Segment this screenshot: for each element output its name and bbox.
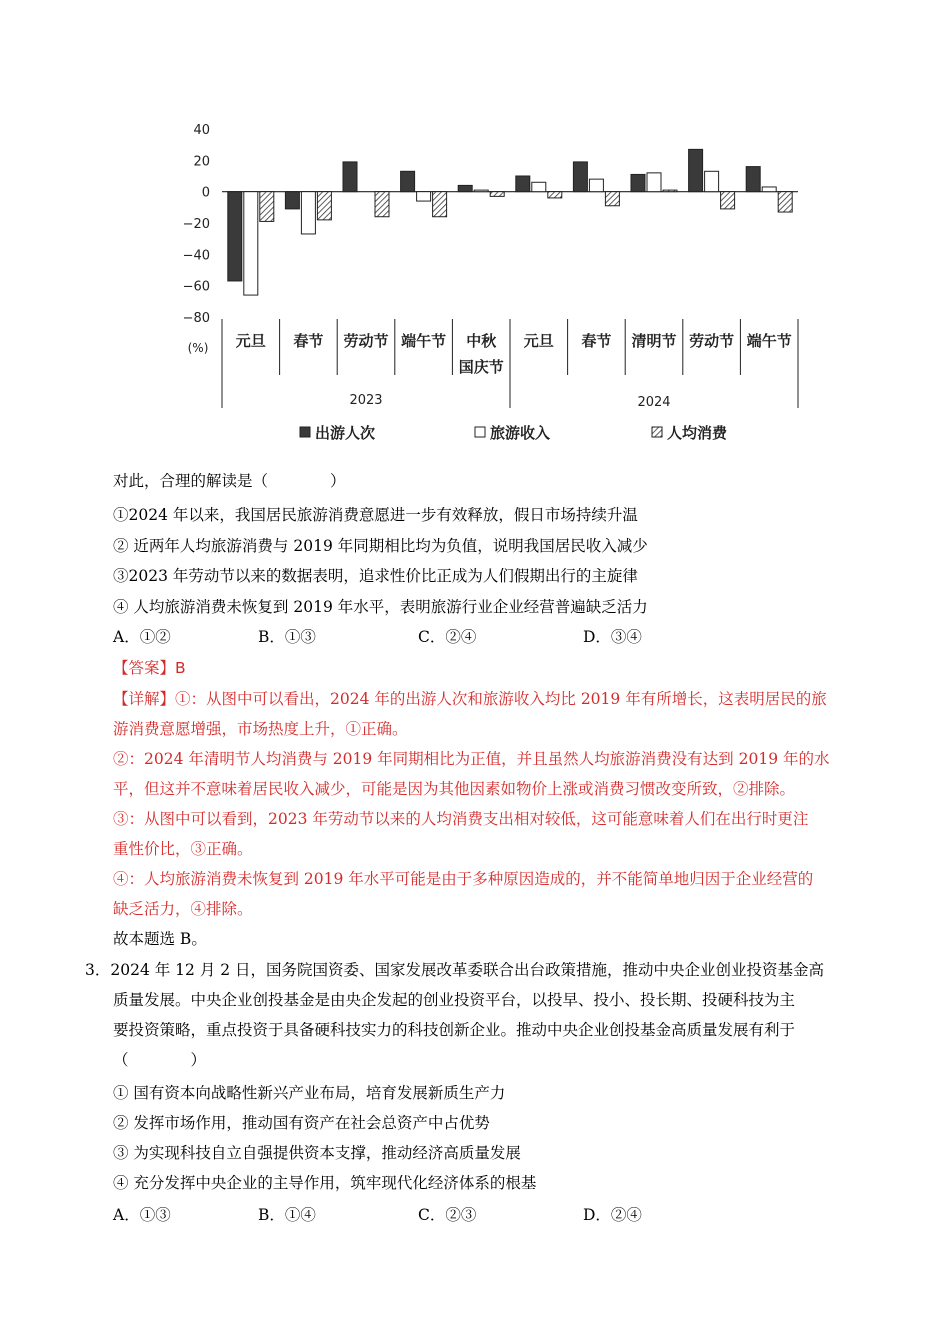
category-label: 端午节	[401, 332, 447, 350]
q2-choices	[113, 627, 813, 647]
group-label: 2024	[637, 395, 671, 410]
q2-explain-line-3: ②：2024 年清明节人均消费与 2019 年同期相比为正值，并且虽然人均旅游消费没有达到 2019 年的水	[113, 750, 830, 768]
category-label: 端午节	[746, 332, 792, 350]
q2-explain-line-5: ③：从图中可以看到，2023 年劳动节以来的人均消费支出相对较低，这可能意味着人们在出行时更注	[113, 810, 809, 828]
y-tick-label: −80	[182, 311, 210, 326]
q3-number: 3．	[85, 961, 111, 979]
category-label: 元旦	[523, 332, 554, 350]
group-label: 2023	[349, 393, 383, 408]
q3-stem-1: 2024 年 12 月 2 日，国务院国资委、国家发展改革委联合出台政策措施，推动中央企业创业投资基金高	[110, 961, 825, 979]
q2-explain-line-1	[113, 689, 827, 709]
q3-choices	[113, 1205, 813, 1225]
category-label: 元旦	[235, 332, 266, 350]
q3-option-2: ② 发挥市场作用，推动国有资产在社会总资产中占优势	[113, 1114, 490, 1132]
q3-choice-a: A．①③	[113, 1206, 171, 1224]
y-unit-label: (%)	[187, 341, 209, 355]
q2-answer	[113, 658, 186, 678]
category-label: 国庆节	[458, 358, 504, 376]
q3-choice-d: D．②④	[583, 1206, 642, 1224]
q2-option-4: ④ 人均旅游消费未恢复到 2019 年水平，表明旅游行业企业经营普遍缺乏活力	[113, 598, 648, 616]
y-tick-label: 20	[193, 154, 210, 170]
q3-choice-c: C．②③	[418, 1206, 477, 1224]
q2-explain-line-7: ④：人均旅游消费未恢复到 2019 年水平可能是由于多种原因造成的，并不能简单地归因于企业经营的	[113, 870, 814, 888]
category-label: 春节	[581, 332, 612, 350]
q2-choice-b: B．①③	[258, 628, 316, 646]
category-label: 清明节	[631, 332, 677, 350]
answer-tag: 【答案】	[113, 659, 176, 677]
q3-option-4: ④ 充分发挥中央企业的主导作用，筑牢现代化经济体系的根基	[113, 1174, 537, 1192]
q3-line-1	[85, 960, 824, 980]
q2-stem: 对此，合理的解读是（ ）	[113, 472, 346, 490]
q2-explain-line-4: 平，但这并不意味着居民收入减少，可能是因为其他因素如物价上涨或消费习惯改变所致，②排除。	[113, 780, 796, 798]
y-tick-label: 40	[193, 123, 210, 138]
y-tick-label: −40	[182, 248, 210, 264]
y-tick-label: −60	[182, 279, 210, 295]
y-tick-label: −20	[182, 217, 210, 232]
q2-explain-line-8: 缺乏活力，④排除。	[113, 900, 253, 918]
y-tick-label: 0	[201, 185, 210, 201]
q2-option-1: ①2024 年以来，我国居民旅游消费意愿进一步有效释放，假日市场持续升温	[113, 506, 638, 524]
explain-tag: 【详解】	[113, 690, 176, 708]
q2-explain-line-2: 游消费意愿增强，市场热度上升，①正确。	[113, 720, 408, 738]
category-label: 中秋	[466, 332, 497, 350]
q2-explain-line-6: 重性价比，③正确。	[113, 840, 253, 858]
legend-label: 出游人次	[315, 424, 376, 442]
q3-stem-2: 质量发展。中央企业创投基金是由央企发起的创业投资平台，以投早、投小、投长期、投硬科技为主	[113, 991, 796, 1009]
legend-label: 旅游收入	[490, 424, 551, 442]
q2-choice-d: D．③④	[583, 628, 642, 646]
q3-stem-4: （ ）	[113, 1051, 207, 1069]
q3-stem-3: 要投资策略，重点投资于具备硬科技实力的科技创新企业。推动中央企业创投基金高质量发展有利于	[113, 1021, 796, 1039]
q2-option-3: ③2023 年劳动节以来的数据表明，追求性价比正成为人们假期出行的主旋律	[113, 567, 638, 585]
q2-choice-c: C．②④	[418, 628, 477, 646]
q3-option-3: ③ 为实现科技自立自强提供资本支撑，推动经济高质量发展	[113, 1144, 521, 1162]
explain-text: ①：从图中可以看出，2024 年的出游人次和旅游收入均比 2019 年有所增长，这表明居民的旅	[175, 690, 827, 708]
category-label: 劳动节	[343, 332, 389, 350]
q2-conclusion: 故本题选 B。	[113, 930, 207, 948]
legend-label: 人均消费	[667, 424, 728, 442]
q3-choice-b: B．①④	[258, 1206, 316, 1224]
q3-option-1: ① 国有资本向战略性新兴产业布局，培育发展新质生产力	[113, 1084, 506, 1102]
category-label: 春节	[293, 332, 324, 350]
category-label: 劳动节	[689, 332, 735, 350]
q2-choice-a: A．①②	[113, 628, 171, 646]
answer-value: B	[175, 659, 186, 677]
q2-option-2: ② 近两年人均旅游消费与 2019 年同期相比均为负值，说明我国居民收入减少	[113, 537, 648, 555]
